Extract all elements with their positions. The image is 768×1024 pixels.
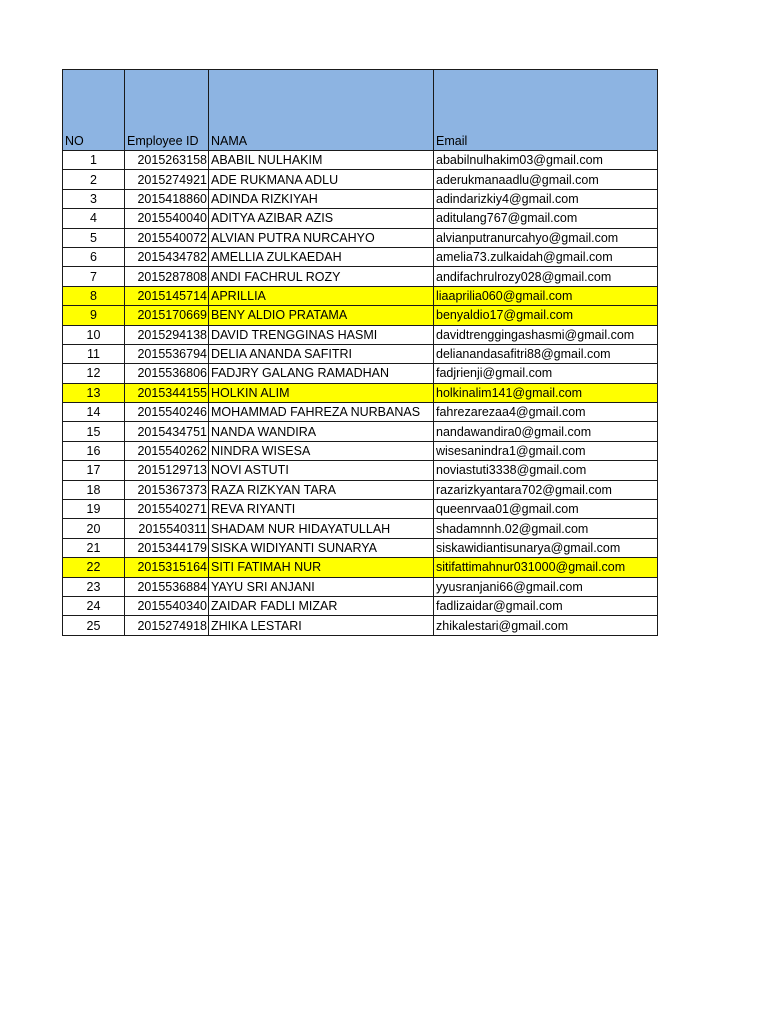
cell-nama[interactable]: ADINDA RIZKIYAH (209, 189, 434, 208)
cell-no[interactable]: 17 (63, 461, 125, 480)
table-row (63, 422, 658, 441)
cell-email[interactable]: nandawandira0@gmail.com (434, 422, 658, 441)
cell-no[interactable]: 5 (63, 228, 125, 247)
cell-email[interactable]: zhikalestari@gmail.com (434, 616, 658, 635)
cell-no[interactable]: 12 (63, 364, 125, 383)
cell-email[interactable]: fadjrienji@gmail.com (434, 364, 658, 383)
cell-employee-id[interactable]: 2015536884 (125, 577, 209, 596)
cell-no[interactable]: 16 (63, 441, 125, 460)
cell-email[interactable]: noviastuti3338@gmail.com (434, 461, 658, 480)
cell-employee-id[interactable]: 2015540246 (125, 403, 209, 422)
header-row (63, 70, 658, 151)
cell-no[interactable]: 10 (63, 325, 125, 344)
cell-email[interactable]: yyusranjani66@gmail.com (434, 577, 658, 596)
cell-nama[interactable]: YAYU SRI ANJANI (209, 577, 434, 596)
cell-employee-id[interactable]: 2015434751 (125, 422, 209, 441)
table-row (63, 247, 658, 266)
cell-employee-id[interactable]: 2015434782 (125, 247, 209, 266)
cell-employee-id[interactable]: 2015263158 (125, 151, 209, 170)
cell-employee-id[interactable]: 2015294138 (125, 325, 209, 344)
cell-employee-id[interactable]: 2015540311 (125, 519, 209, 538)
cell-no[interactable]: 14 (63, 403, 125, 422)
cell-email[interactable]: shadamnnh.02@gmail.com (434, 519, 658, 538)
cell-employee-id[interactable]: 2015344179 (125, 538, 209, 557)
cell-no[interactable]: 6 (63, 247, 125, 266)
cell-email[interactable]: alvianputranurcahyo@gmail.com (434, 228, 658, 247)
header-employee-id: Employee ID (125, 70, 209, 151)
cell-nama[interactable]: NOVI ASTUTI (209, 461, 434, 480)
cell-no[interactable]: 20 (63, 519, 125, 538)
table-row (63, 596, 658, 615)
cell-nama[interactable]: NINDRA WISESA (209, 441, 434, 460)
cell-email[interactable]: davidtrenggingashasmi@gmail.com (434, 325, 658, 344)
table-row (63, 209, 658, 228)
cell-no[interactable]: 1 (63, 151, 125, 170)
table-row (63, 151, 658, 170)
table-row (63, 441, 658, 460)
header-email: Email (434, 70, 658, 151)
cell-no[interactable]: 13 (63, 383, 125, 402)
table-row (63, 306, 658, 325)
cell-email[interactable]: holkinalim141@gmail.com (434, 383, 658, 402)
cell-employee-id[interactable]: 2015418860 (125, 189, 209, 208)
table-row (63, 344, 658, 363)
cell-no[interactable]: 18 (63, 480, 125, 499)
table-row (63, 286, 658, 305)
cell-nama[interactable]: MOHAMMAD FAHREZA NURBANAS (209, 403, 434, 422)
cell-email[interactable]: fadlizaidar@gmail.com (434, 596, 658, 615)
table-row (63, 364, 658, 383)
cell-employee-id[interactable]: 2015274918 (125, 616, 209, 635)
employee-table (62, 69, 658, 636)
table-row (63, 577, 658, 596)
cell-employee-id[interactable]: 2015344155 (125, 383, 209, 402)
cell-no[interactable]: 4 (63, 209, 125, 228)
cell-nama[interactable]: ADE RUKMANA ADLU (209, 170, 434, 189)
cell-no[interactable]: 23 (63, 577, 125, 596)
cell-employee-id[interactable]: 2015274921 (125, 170, 209, 189)
cell-nama[interactable]: FADJRY GALANG RAMADHAN (209, 364, 434, 383)
cell-email[interactable]: ababilnulhakim03@gmail.com (434, 151, 658, 170)
cell-nama[interactable]: BENY ALDIO PRATAMA (209, 306, 434, 325)
table-row (63, 616, 658, 635)
cell-nama[interactable]: RAZA RIZKYAN TARA (209, 480, 434, 499)
cell-no[interactable]: 9 (63, 306, 125, 325)
cell-employee-id[interactable]: 2015145714 (125, 286, 209, 305)
table-body (63, 151, 658, 636)
cell-nama[interactable]: HOLKIN ALIM (209, 383, 434, 402)
cell-nama[interactable]: ZAIDAR FADLI MIZAR (209, 596, 434, 615)
cell-email[interactable]: benyaldio17@gmail.com (434, 306, 658, 325)
cell-no[interactable]: 11 (63, 344, 125, 363)
cell-nama[interactable]: ALVIAN PUTRA NURCAHYO (209, 228, 434, 247)
cell-email[interactable]: fahrezarezaa4@gmail.com (434, 403, 658, 422)
table-row (63, 461, 658, 480)
cell-email[interactable]: amelia73.zulkaidah@gmail.com (434, 247, 658, 266)
cell-employee-id[interactable]: 2015170669 (125, 306, 209, 325)
cell-employee-id[interactable]: 2015367373 (125, 480, 209, 499)
cell-email[interactable]: sitifattimahnur031000@gmail.com (434, 558, 658, 577)
cell-employee-id[interactable]: 2015287808 (125, 267, 209, 286)
table-row (63, 267, 658, 286)
table-row (63, 519, 658, 538)
cell-email[interactable]: andifachrulrozy028@gmail.com (434, 267, 658, 286)
cell-no[interactable]: 25 (63, 616, 125, 635)
cell-email[interactable]: razarizkyantara702@gmail.com (434, 480, 658, 499)
table-row (63, 189, 658, 208)
cell-employee-id[interactable]: 2015540040 (125, 209, 209, 228)
table-row (63, 325, 658, 344)
table-row (63, 170, 658, 189)
cell-nama[interactable]: SHADAM NUR HIDAYATULLAH (209, 519, 434, 538)
cell-email[interactable]: delianandasafitri88@gmail.com (434, 344, 658, 363)
cell-no[interactable]: 24 (63, 596, 125, 615)
header-nama: NAMA (209, 70, 434, 151)
cell-employee-id[interactable]: 2015315164 (125, 558, 209, 577)
cell-no[interactable]: 2 (63, 170, 125, 189)
cell-nama[interactable]: REVA RIYANTI (209, 500, 434, 519)
table-row (63, 480, 658, 499)
cell-employee-id[interactable]: 2015540340 (125, 596, 209, 615)
table-row (63, 558, 658, 577)
cell-nama[interactable]: ADITYA AZIBAR AZIS (209, 209, 434, 228)
table-row (63, 538, 658, 557)
table-row (63, 500, 658, 519)
cell-employee-id[interactable]: 2015540262 (125, 441, 209, 460)
cell-email[interactable]: liaaprilia060@gmail.com (434, 286, 658, 305)
cell-nama[interactable]: DELIA ANANDA SAFITRI (209, 344, 434, 363)
cell-email[interactable]: aderukmanaadlu@gmail.com (434, 170, 658, 189)
cell-email[interactable]: adindarizkiy4@gmail.com (434, 189, 658, 208)
cell-no[interactable]: 8 (63, 286, 125, 305)
cell-email[interactable]: queenrvaa01@gmail.com (434, 500, 658, 519)
table-row (63, 383, 658, 402)
cell-nama[interactable]: DAVID TRENGGINAS HASMI (209, 325, 434, 344)
cell-employee-id[interactable]: 2015540072 (125, 228, 209, 247)
cell-email[interactable]: aditulang767@gmail.com (434, 209, 658, 228)
cell-email[interactable]: siskawidiantisunarya@gmail.com (434, 538, 658, 557)
cell-no[interactable]: 7 (63, 267, 125, 286)
cell-nama[interactable]: SISKA WIDIYANTI SUNARYA (209, 538, 434, 557)
cell-employee-id[interactable]: 2015129713 (125, 461, 209, 480)
cell-nama[interactable]: APRILLIA (209, 286, 434, 305)
table-row (63, 228, 658, 247)
cell-no[interactable]: 19 (63, 500, 125, 519)
cell-no[interactable]: 21 (63, 538, 125, 557)
cell-no[interactable]: 15 (63, 422, 125, 441)
cell-nama[interactable]: ZHIKA LESTARI (209, 616, 434, 635)
cell-no[interactable]: 3 (63, 189, 125, 208)
cell-nama[interactable]: NANDA WANDIRA (209, 422, 434, 441)
header-no: NO (63, 70, 125, 151)
cell-no[interactable]: 22 (63, 558, 125, 577)
cell-nama[interactable]: SITI FATIMAH NUR (209, 558, 434, 577)
cell-nama[interactable]: ANDI FACHRUL ROZY (209, 267, 434, 286)
cell-email[interactable]: wisesanindra1@gmail.com (434, 441, 658, 460)
cell-nama[interactable]: AMELLIA ZULKAEDAH (209, 247, 434, 266)
cell-employee-id[interactable]: 2015536806 (125, 364, 209, 383)
table-row (63, 403, 658, 422)
cell-employee-id[interactable]: 2015536794 (125, 344, 209, 363)
cell-employee-id[interactable]: 2015540271 (125, 500, 209, 519)
cell-nama[interactable]: ABABIL NULHAKIM (209, 151, 434, 170)
